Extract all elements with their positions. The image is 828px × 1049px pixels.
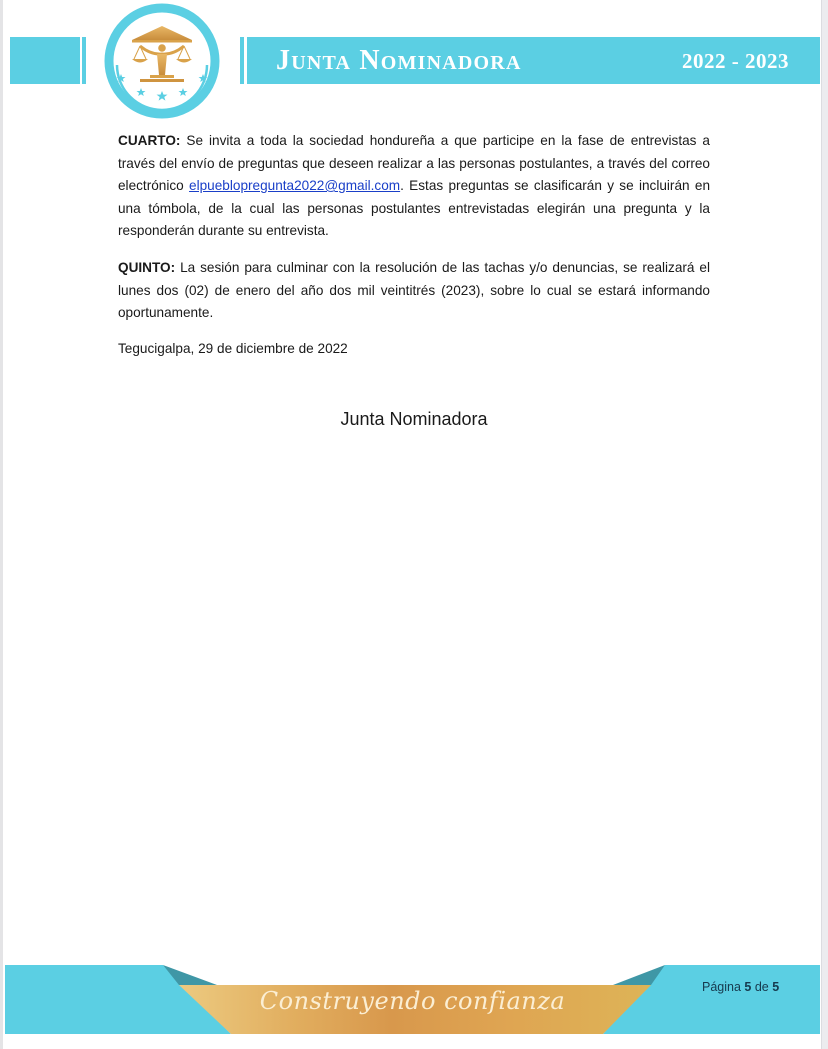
header-title: Junta Nominadora [276,45,522,76]
paragraph-cuarto [118,130,710,243]
footer-slogan: Construyendo confianza [259,987,566,1015]
header-stripe-right [240,37,244,84]
page-separator: de [751,980,773,994]
paragraph-quinto-label: QUINTO: [118,260,176,275]
page-current: 5 [744,980,752,994]
header-band-left [10,37,80,84]
page-edge-left [0,0,3,1049]
paragraph-quinto-text: La sesión para culminar con la resolución de las tachas y/o denuncias, se realizará el lunes dos (02) de enero del año dos mil veintitrés (2023), sobre lo cual se estará informando oportunamente. [118,260,710,320]
signature: Junta Nominadora [340,409,488,429]
page-footer [5,965,820,1034]
paragraph-cuarto-text-1: Se invita a toda la sociedad hondureña a que participe en la fase de entrevistas a través del envío de preguntas que deseen realizar a las personas postulantes, a través del correo electrónico [118,133,710,193]
place-date: Tegucigalpa, 29 de diciembre de 2022 [118,341,348,356]
page-edge-right [821,0,828,1049]
page-prefix: Página [702,980,745,994]
header-years: 2022 - 2023 [682,49,789,73]
scales-of-justice-emblem-icon [96,3,228,121]
header-stripe-left [82,37,86,84]
page-total: 5 [772,980,780,994]
email-link[interactable]: elpueblopregunta2022@gmail.com [189,178,401,193]
page-number [702,980,779,994]
paragraph-cuarto-label: CUARTO: [118,133,181,148]
paragraph-quinto [118,257,710,325]
paragraph-cuarto-text-2: . Estas preguntas se clasificarán y se incluirán en una tómbola, de la cual las personas postulantes entrevistadas elegirán una pregunta y la responderán durante su entrevista. [118,178,711,238]
